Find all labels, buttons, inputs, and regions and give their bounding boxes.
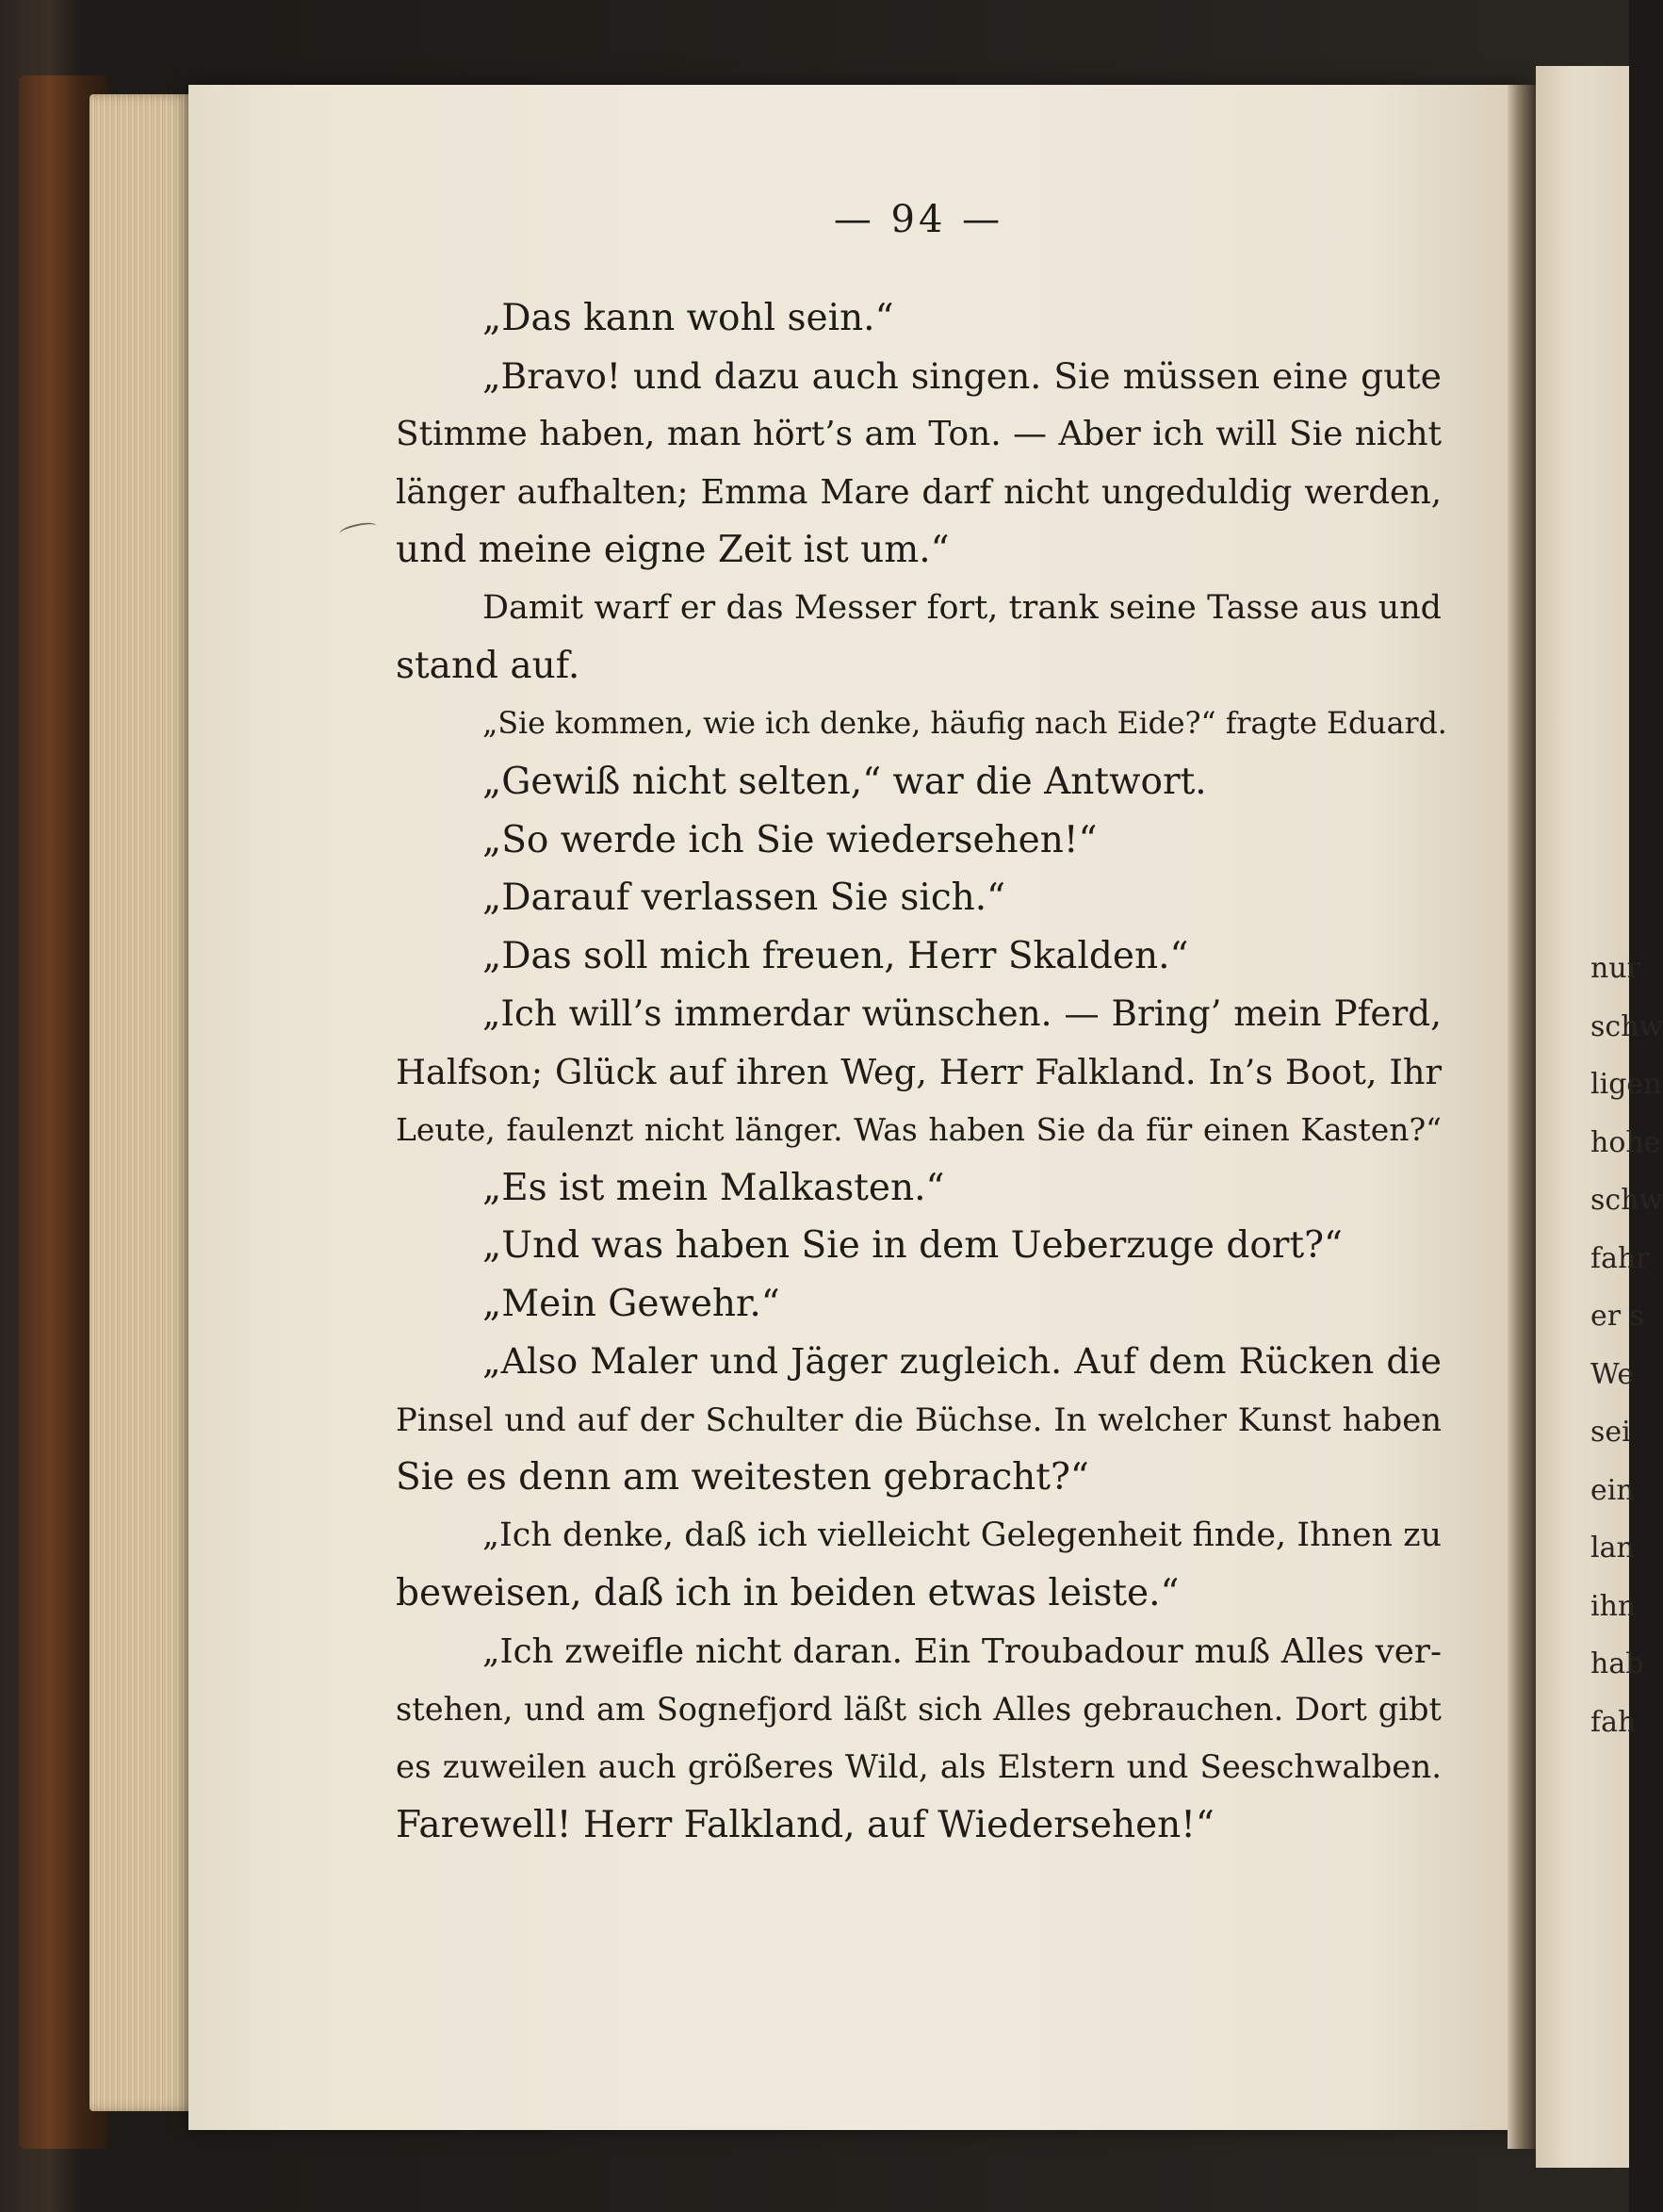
text-line: Damit warf er das Messer fort, trank seine Tasse aus und [482, 588, 1442, 627]
facing-page-fragment: schw [1590, 1184, 1663, 1217]
text-line: „Ich denke, daß ich vielleicht Gelegenheit finde, Ihnen zu [482, 1516, 1442, 1554]
page-number: — 94 — [833, 198, 1004, 241]
text-line: stand auf. [396, 645, 580, 687]
text-line: Sie es denn am weitesten gebracht?“ [396, 1456, 1089, 1499]
text-line: „Ich will’s immerdar wünschen. — Bring’ mein Pferd, [482, 992, 1442, 1034]
facing-page-fragment: fah [1590, 1705, 1637, 1739]
text-line: „Also Maler und Jäger zugleich. Auf dem Rücken die [482, 1340, 1442, 1382]
text-line: „So werde ich Sie wiedersehen!“ [482, 818, 1098, 861]
text-line: Pinsel und auf der Schulter die Büchse. In welcher Kunst haben [396, 1401, 1442, 1438]
facing-page-fragment: hohe [1590, 1125, 1661, 1159]
facing-page-fragment: hab [1590, 1647, 1644, 1680]
facing-page-fragment: schw [1590, 1009, 1663, 1043]
facing-page-fragment: ihn [1590, 1589, 1637, 1623]
text-line: länger aufhalten; Emma Mare darf nicht ungeduldig werden, [396, 472, 1442, 512]
text-line: „Gewiß nicht selten,“ war die Antwort. [482, 761, 1207, 803]
facing-page-fragment: We [1590, 1357, 1635, 1391]
text-line: „Ich zweifle nicht daran. Ein Troubadour muß Alles ver- [482, 1631, 1442, 1671]
text-line: stehen, und am Sognefjord läßt sich Alles gebrauchen. Dort gibt [396, 1691, 1442, 1728]
text-line: „Das kann wohl sein.“ [482, 297, 894, 339]
text-line: Leute, faulenzt nicht länger. Was haben Sie da für einen Kasten?“ [396, 1111, 1442, 1148]
text-line: es zuweilen auch größeres Wild, als Elstern und Seeschwalben. [396, 1747, 1442, 1786]
facing-page-fragment: fahr [1590, 1241, 1650, 1275]
facing-page-fragment: lan [1590, 1532, 1635, 1565]
text-line: „Es ist mein Malkasten.“ [482, 1166, 945, 1209]
text-line: und meine eigne Zeit ist um.“ [396, 529, 950, 571]
text-line: „Mein Gewehr.“ [482, 1282, 780, 1325]
facing-page-fragment: sei [1590, 1416, 1631, 1449]
text-line: beweisen, daß ich in beiden etwas leiste.“ [396, 1572, 1180, 1614]
page-text [396, 289, 1447, 1855]
text-line: „Darauf verlassen Sie sich.“ [482, 877, 1006, 919]
text-line: Farewell! Herr Falkland, auf Wiedersehen!“ [396, 1804, 1215, 1846]
facing-page-fragment: ligen [1590, 1068, 1662, 1101]
facing-page-fragment: ein [1590, 1473, 1635, 1507]
text-line: „Bravo! und dazu auch singen. Sie müssen eine gute [482, 354, 1442, 397]
page-edges [90, 94, 198, 2111]
text-line: „Das soll mich freuen, Herr Skalden.“ [482, 934, 1189, 977]
text-line: „Und was haben Sie in dem Ueberzuge dort?“ [482, 1224, 1343, 1267]
facing-page-sliver [1536, 66, 1663, 2168]
text-line: Halfson; Glück auf ihren Weg, Herr Falkland. In’s Boot, Ihr [396, 1051, 1442, 1092]
page-gutter [1508, 85, 1536, 2149]
text-line: „Sie kommen, wie ich denke, häufig nach Eide?“ fragte Eduard. [482, 706, 1447, 741]
facing-page-fragment: nur [1590, 952, 1640, 985]
text-line: Stimme haben, man hört’s am Ton. — Aber ich will Sie nicht [396, 415, 1442, 453]
facing-page-fragment: er s [1590, 1300, 1645, 1333]
